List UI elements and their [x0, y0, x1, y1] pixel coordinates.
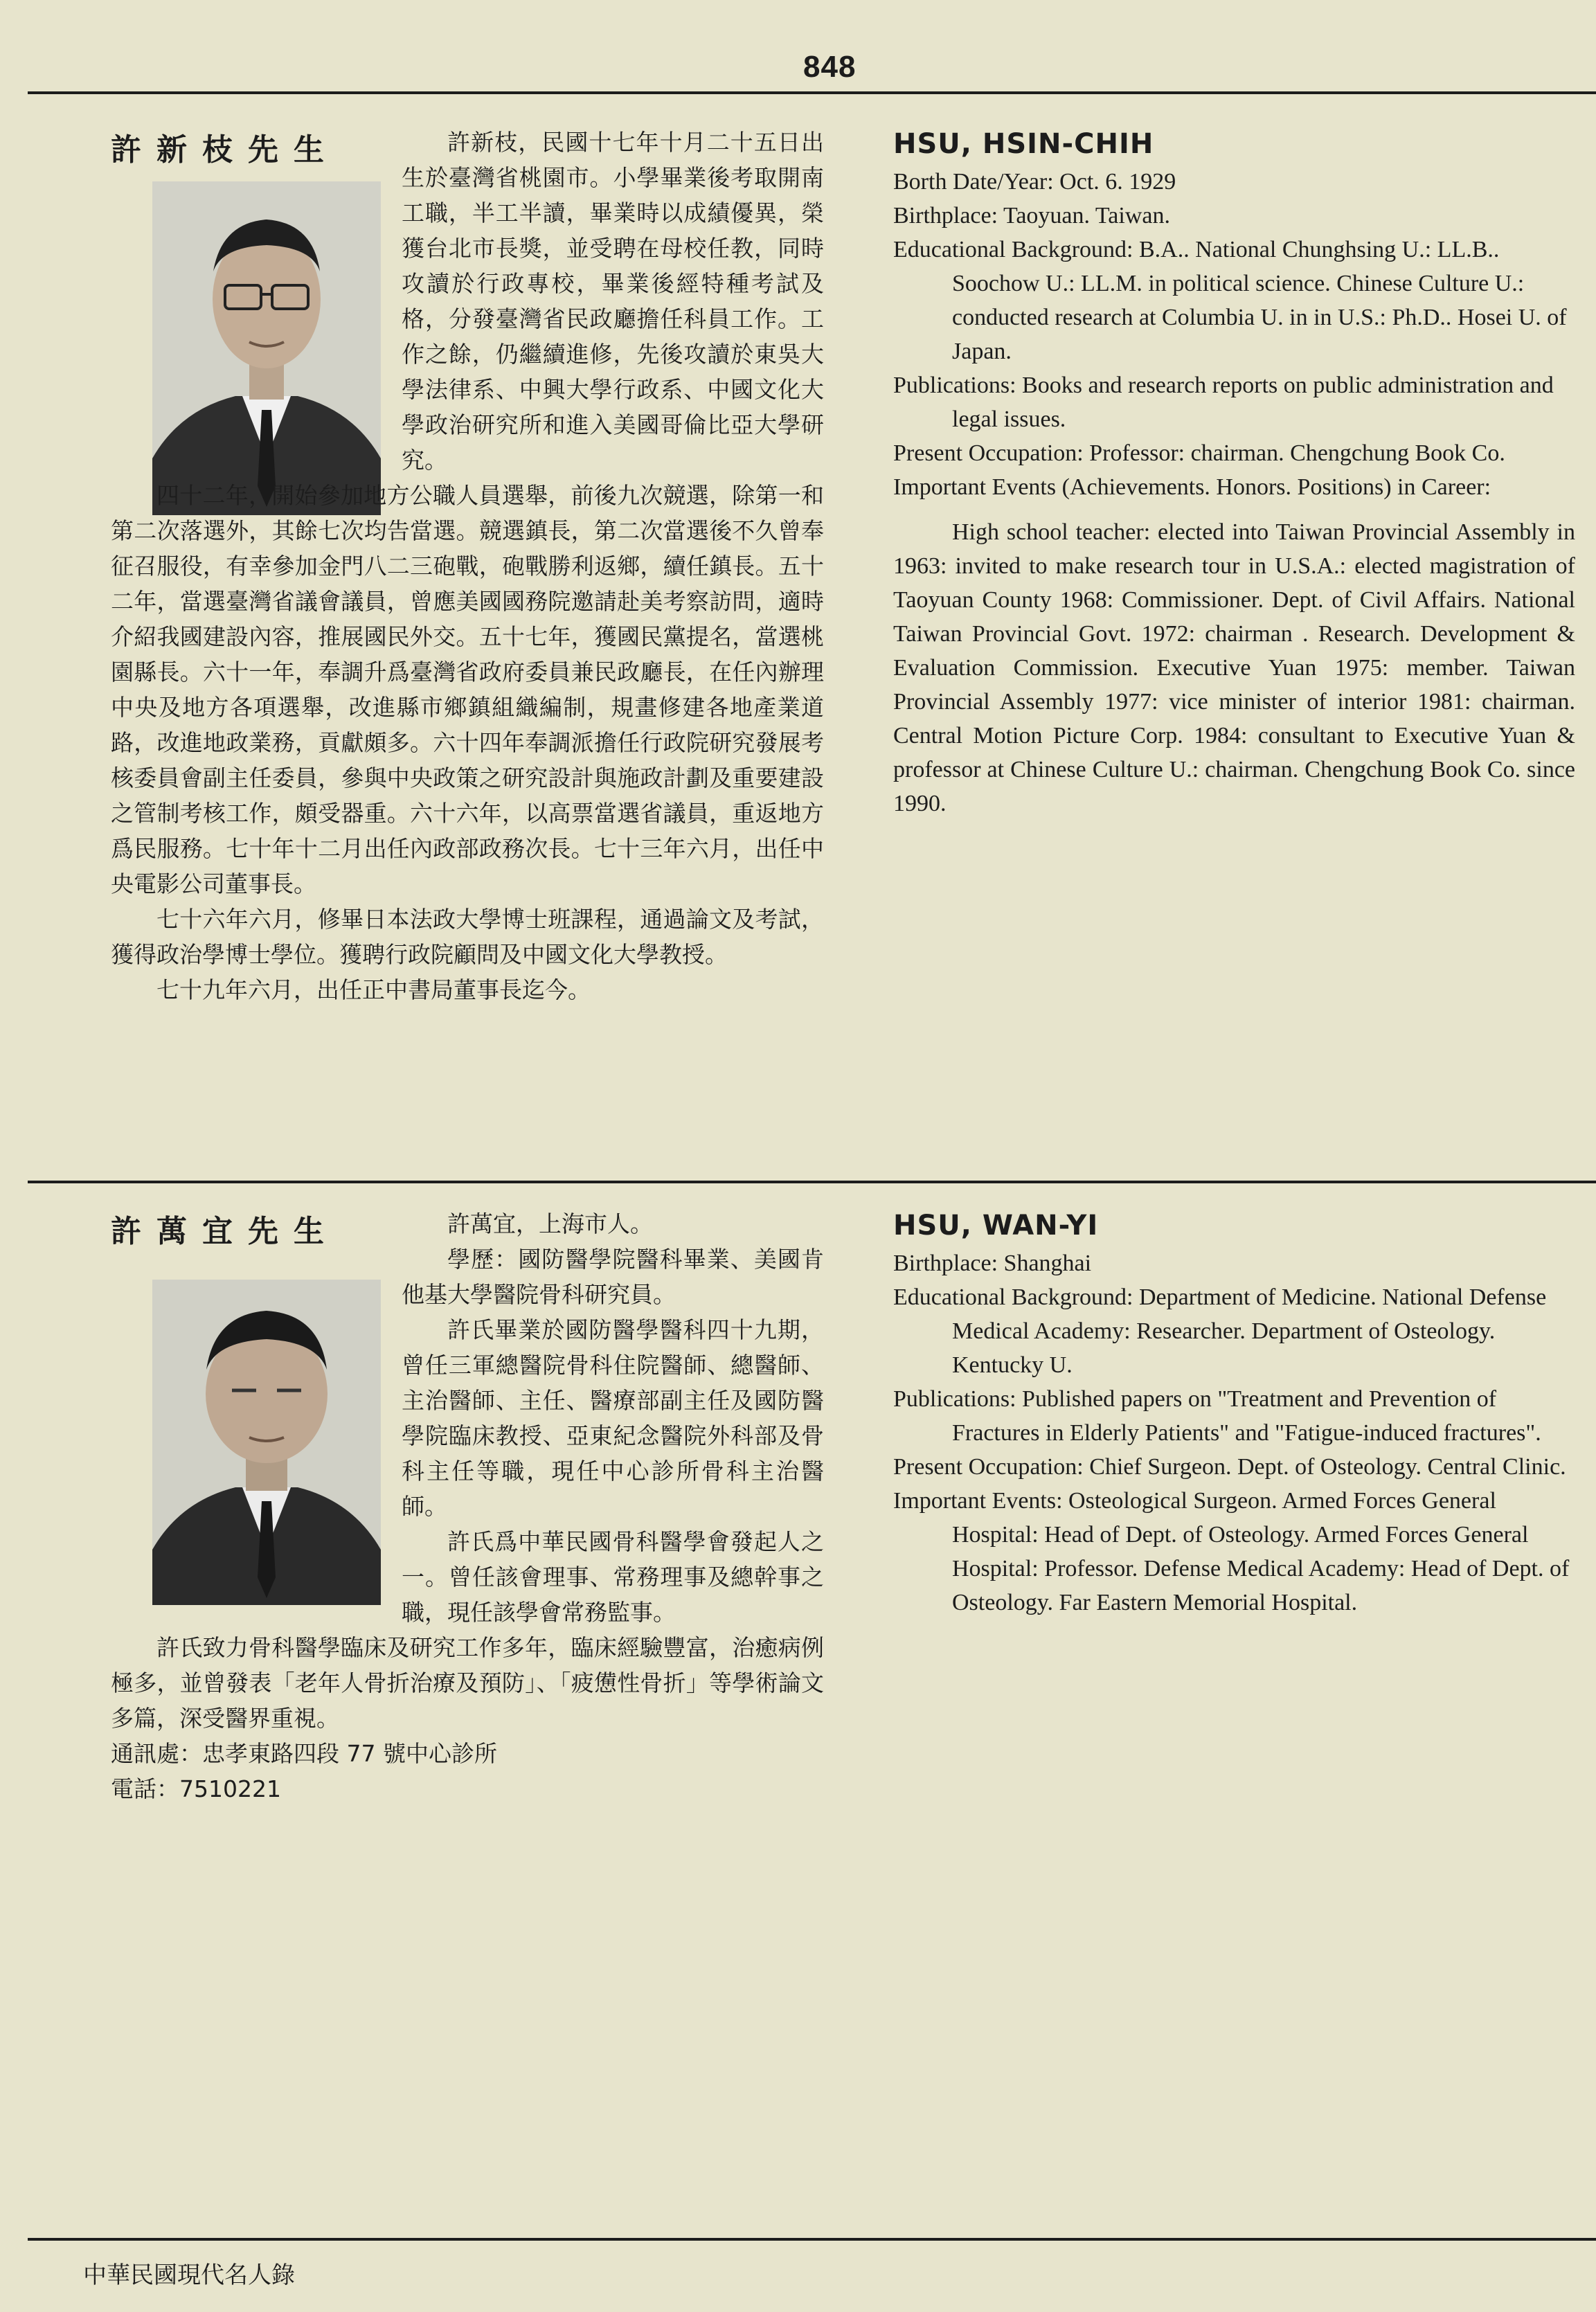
top-rule: [28, 91, 1596, 94]
education-field: Educational Background: B.A.. National Chunghsing U.: LL.B.. Soochow U.: LL.M. in political science. Chinese Culture U.: conducted research at Columbia U. in in U.S.: Ph.D.. Hosei U. of Japan.: [893, 237, 1567, 364]
english-biography: [893, 1205, 1575, 1620]
chinese-paragraph: 許氏致力骨科醫學臨床及研究工作多年，臨床經驗豐富，治癒病例極多，並曾發表「老年人骨折治療及預防」、「疲憊性骨折」等學術論文多篇，深受醫界重視。: [111, 1634, 824, 1732]
occupation-field: Present Occupation: Professor: chairman. Chengchung Book Co.: [893, 440, 1505, 466]
publications-field: Publications: Published papers on "Treatment and Prevention of Fractures in Elderly Patients" and "Fatigue-induced fractures".: [893, 1386, 1541, 1446]
contact-address: 通訊處：忠孝東路四段 77 號中心診所: [111, 1740, 497, 1767]
events-heading-field: Important Events (Achievements. Honors. Positions) in Career:: [893, 474, 1491, 500]
bottom-rule: [28, 2238, 1596, 2241]
occupation-field: Present Occupation: Chief Surgeon. Dept. of Osteology. Central Clinic.: [893, 1454, 1566, 1480]
publications-field: Publications: Books and research reports on public administration and legal issues.: [893, 373, 1554, 432]
chinese-biography: [111, 1206, 824, 1807]
entry-english-name: HSU, HSIN-CHIH: [893, 128, 1154, 160]
chinese-society-line: 許氏爲中華民國骨科醫學會發起人之一。曾任該會理事、常務理事及總幹事之職，現任該學會常務監事。: [402, 1528, 824, 1626]
education-field: Educational Background: Department of Medicine. National Defense Medical Academy: Researcher. Department of Osteology. Kentucky U.: [893, 1284, 1547, 1378]
entry-chinese-name: 許新枝先生: [111, 132, 339, 168]
events-field: Important Events: Osteological Surgeon. Armed Forces General Hospital: Head of Dept. of Osteology. Armed Forces General Hospital: Professor. Defense Medical Academy: Head of Dept. of Osteology. Far Eastern Memorial Hospital.: [893, 1488, 1570, 1615]
chinese-biography: [111, 125, 824, 1007]
entry-divider-rule: [28, 1181, 1596, 1183]
entry-chinese-name: 許萬宜先生: [111, 1214, 339, 1249]
career-events-paragraph: High school teacher: elected into Taiwan Provincial Assembly in 1963: invited to make research tour in U.S.A.: elected magistration of Taoyuan County 1968: Commissioner. Dept. of Civil Affairs. National Taiwan Provincial Govt. 1972: chairman . Research. Development & Evaluation Commission. Executive Yuan 1975: member. Taiwan Provincial Assembly 1977: vice minister of interior 1981: chairman. Central Motion Picture Corp. 1984: consultant to Executive Yuan & professor at Chinese Culture U.: chairman. Chengchung Book Co. since 1990.: [893, 519, 1575, 816]
english-biography: [893, 123, 1575, 821]
entry-english-name: HSU, WAN-YI: [893, 1210, 1099, 1242]
chinese-paragraph: 七十六年六月，修畢日本法政大學博士班課程，通過論文及考試，獲得政治學博士學位。獲聘行政院顧問及中國文化大學教授。: [111, 906, 824, 968]
chinese-intro-paragraph: 許新枝，民國十七年十月二十五日出生於臺灣省桃園市。小學畢業後考取開南工職，半工半讀，畢業時以成績優異，榮獲台北市長獎，並受聘在母校任教，同時攻讀於行政專校，畢業後經特種考試及格，分發臺灣省民政廳擔任科員工作。工作之餘，仍繼續進修，先後攻讀於東吳大學法律系、中興大學行政系、中國文化大學政治研究所和進入美國哥倫比亞大學研究。: [402, 129, 824, 474]
page-number: 848: [803, 50, 857, 84]
chinese-paragraph: 七十九年六月，出任正中書局董事長迄今。: [156, 976, 591, 1003]
birthplace-field: Birthplace: Taoyuan. Taiwan.: [893, 203, 1170, 228]
book-title-footer: 中華民國現代名人錄: [83, 2261, 295, 2289]
chinese-intro-line: 許萬宜，上海市人。: [447, 1210, 653, 1237]
birth-date-field: Borth Date/Year: Oct. 6. 1929: [893, 169, 1176, 195]
chinese-paragraph: 四十二年，開始參加地方公職人員選舉，前後九次競選，除第一和第二次落選外，其餘七次均告當選。競選鎮長，第二次當選後不久曾奉征召服役，有幸參加金門八二三砲戰，砲戰勝利返鄉，續任鎮長。五十二年，當選臺灣省議會議員，曾應美國國務院邀請赴美考察訪問，適時介紹我國建設內容，推展國民外交。五十七年，獲國民黨提名，當選桃園縣長。六十一年，奉調升爲臺灣省政府委員兼民政廳長，在任內辦理中央及地方各項選舉，改進縣市鄉鎮組織編制，規畫修建各地產業道路，改進地政業務，貢獻頗多。六十四年奉調派擔任行政院研究發展考核委員會副主任委員，參與中央政策之研究設計與施政計劃及重要建設之管制考核工作，頗受器重。六十六年，以高票當選省議員，重返地方爲民服務。七十年十二月出任內政部政務次長。七十三年六月，出任中央電影公司董事長。: [111, 482, 824, 897]
birthplace-field: Birthplace: Shanghai: [893, 1251, 1092, 1276]
chinese-education-line: 學歷：國防醫學院醫科畢業、美國肯他基大學醫院骨科研究員。: [402, 1246, 824, 1308]
contact-phone: 電話：7510221: [111, 1775, 281, 1802]
chinese-career-line: 許氏畢業於國防醫學醫科四十九期，曾任三軍總醫院骨科住院醫師、總醫師、主治醫師、主任、醫療部副主任及國防醫學院臨床教授、亞東紀念醫院外科部及骨科主任等職，現任中心診所骨科主治醫師。: [402, 1316, 824, 1520]
